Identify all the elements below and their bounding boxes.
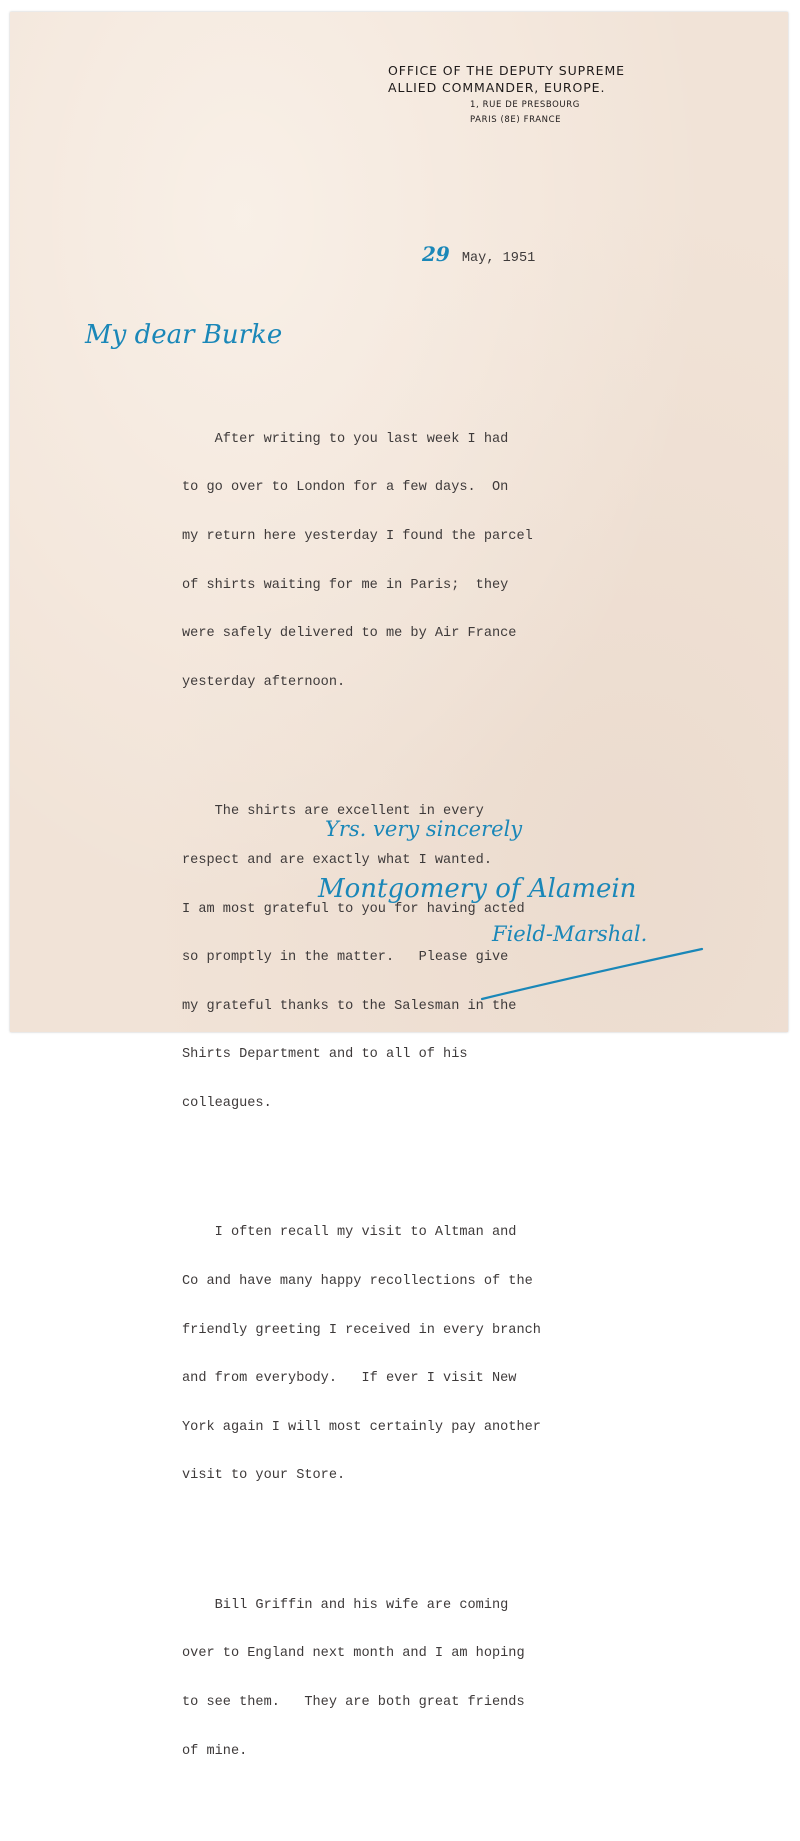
letterhead-city: PARIS (8E) FRANCE [470, 115, 562, 125]
salutation: My dear Burke [85, 320, 283, 350]
date-day-handwritten: 29 [422, 242, 450, 266]
body-line: Co and have many happy recollections of the [182, 1273, 533, 1289]
letterhead-command: ALLIED COMMANDER, EUROPE. [388, 80, 606, 95]
closing: Yrs. very sincerely [325, 817, 523, 841]
body-line: I often recall my visit to Altman and [182, 1225, 517, 1241]
letterhead-office: OFFICE OF THE DEPUTY SUPREME [388, 63, 625, 78]
letterhead [388, 62, 688, 128]
body-line: friendly greeting I received in every branch [182, 1322, 541, 1338]
body-line: and from everybody. If ever I visit New [182, 1371, 517, 1387]
body-line: colleagues. [182, 1095, 272, 1111]
body-line: were safely delivered to me by Air France [182, 626, 517, 642]
letter-date [422, 242, 535, 267]
body-line: Bill Griffin and his wife are coming [182, 1597, 509, 1613]
body-line: of mine. [182, 1743, 248, 1759]
body-line: my return here yesterday I found the parcel [182, 529, 533, 545]
letter-body [182, 367, 541, 1841]
body-line: to see them. They are both great friends [182, 1695, 525, 1711]
body-line: York again I will most certainly pay another [182, 1419, 541, 1435]
paragraph-3 [182, 1193, 541, 1517]
body-line: After writing to you last week I had [182, 431, 509, 447]
signature-flourish [470, 937, 710, 1007]
signature: Montgomery of Alamein [318, 874, 637, 904]
body-line: respect and are exactly what I wanted. [182, 852, 492, 868]
rank: Field-Marshal. [492, 922, 648, 946]
body-line: yesterday afternoon. [182, 674, 346, 690]
body-line: of shirts waiting for me in Paris; they [182, 577, 509, 593]
body-line: visit to your Store. [182, 1468, 346, 1484]
body-line: The shirts are excellent in every [182, 804, 484, 820]
paragraph-4 [182, 1565, 541, 1792]
letterhead-street: 1, RUE DE PRESBOURG [470, 100, 580, 110]
date-month-year: May, 1951 [461, 251, 536, 266]
body-line: my grateful thanks to the Salesman in the [182, 998, 517, 1014]
letter-page [10, 12, 788, 1759]
body-line: Shirts Department and to all of his [182, 1047, 468, 1063]
body-line: to go over to London for a few days. On [182, 480, 509, 496]
body-line: so promptly in the matter. Please give [182, 950, 509, 966]
body-line: I am most grateful to you for having acted [182, 901, 525, 917]
body-line: over to England next month and I am hoping [182, 1646, 525, 1662]
paragraph-1 [182, 399, 541, 723]
